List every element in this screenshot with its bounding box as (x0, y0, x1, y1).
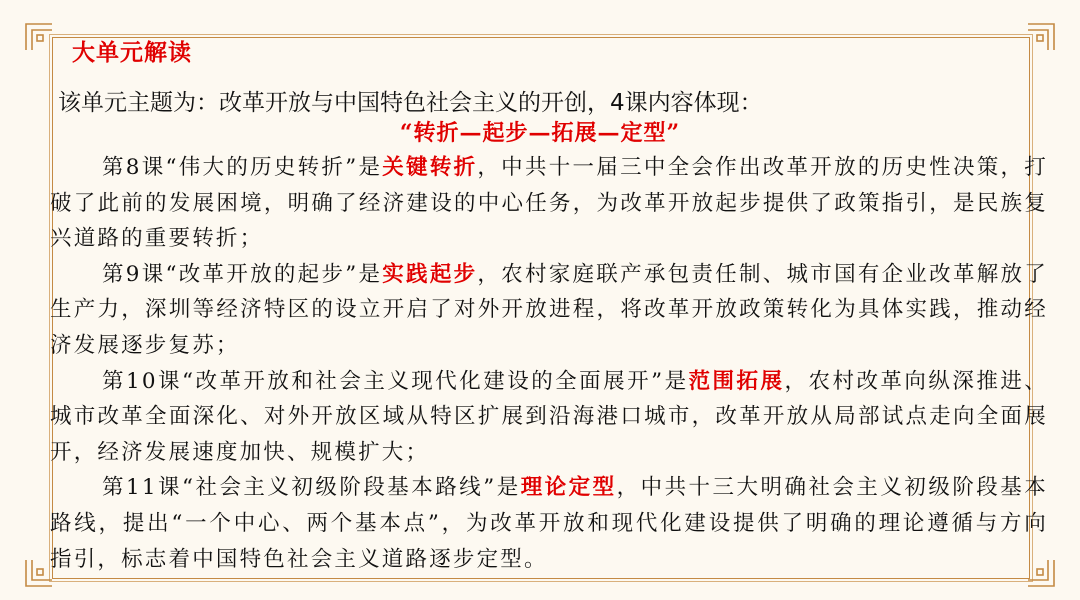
lesson-list (50, 150, 1048, 577)
unit-theme-intro: 该单元主题为：改革开放与中国特色社会主义的开创，4课内容体现： (58, 90, 763, 116)
lesson-description: ，农村改革向纵深推进、城市改革全面深化、对外开放区域从特区扩展到沿海港口城市，改革开放从局部试点走向全面展开，经济发展速度加快、规模扩大； (50, 368, 1049, 465)
lesson-description: ，农村家庭联产承包责任制、城市国有企业改革解放了生产力，深圳等经济特区的设立开启了对外开放进程，将改革开放政策转化为具体实践，推动经济发展逐步复苏； (50, 261, 1048, 358)
lesson-paragraph-9 (50, 257, 1048, 364)
lesson-description: ，中共十一届三中全会作出改革开放的历史性决策，打破了此前的发展困境，明确了经济建设的中心任务，为改革开放起步提供了政策指引，是民族复兴道路的重要转折； (50, 155, 1048, 252)
lesson-paragraph-10 (50, 364, 1048, 471)
lesson-keyword: 理论定型 (520, 475, 617, 501)
lesson-intro: 第11课“社会主义初级阶段基本路线”是 (102, 475, 521, 501)
corner-ornament-icon (24, 22, 54, 52)
lesson-description: ，中共十三大明确社会主义初级阶段基本路线，提出“一个中心、两个基本点”，为改革开放和现代化建设提供了明确的理论遵循与方向指引，标志着中国特色社会主义道路逐步定型。 (50, 475, 1048, 572)
lesson-paragraph-11 (50, 470, 1048, 577)
lesson-intro: 第9课“改革开放的起步”是 (102, 261, 383, 287)
corner-ornament-icon (1026, 22, 1056, 52)
lesson-paragraph-8 (50, 150, 1048, 257)
theme-subtitle: “转折—起步—拓展—定型” (399, 120, 681, 146)
lesson-intro: 第10课“改革开放和社会主义现代化建设的全面展开”是 (102, 368, 689, 394)
lesson-keyword: 范围拓展 (688, 368, 785, 394)
lesson-keyword: 实践起步 (382, 261, 478, 287)
page-title: 大单元解读 (72, 40, 192, 66)
lesson-intro: 第8课“伟大的历史转折”是 (102, 155, 383, 180)
lesson-keyword: 关键转折 (382, 155, 478, 180)
